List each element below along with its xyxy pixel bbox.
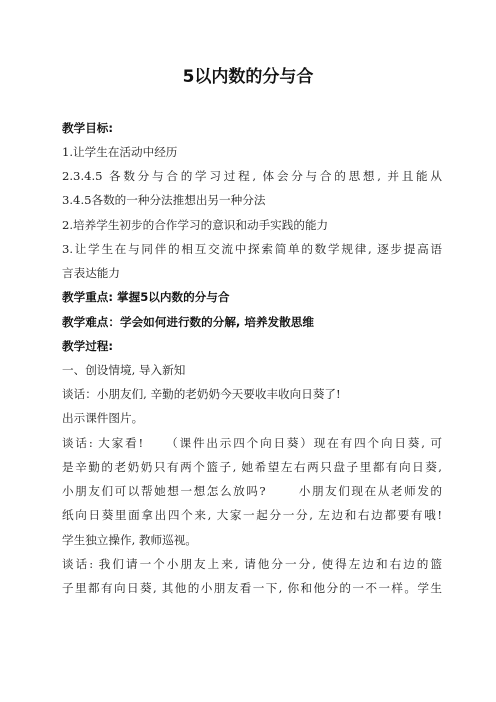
objective-line-2: 2.3.4.5 各数分与合的学习过程, 体会分与合的思想, 并且能从 [62,169,442,183]
section-heading-process: 教学过程: [62,339,114,353]
objective-line-5: 3.让学生在与同伴的相互交流中探索简单的数学规律, 逐步提高语 [62,242,442,256]
process-line-1: 谈话：小朋友们, 辛勤的老奶奶今天要收丰收向日葵了! [62,387,341,401]
difficulty-line: 教学难点：学会如何进行数的分解, 培养发散思维 [62,315,314,329]
objective-line-4: 2.培养学生初步的合作学习的意识和动手实践的能力 [62,218,329,232]
objective-line-3: 3.4.5各数的一种分法推想出另一种分法 [62,193,266,207]
document-title: 5以内数的分与合 [182,67,314,87]
key-point-line: 教学重点: 掌握5以内数的分与合 [62,290,230,304]
process-line-6: 纸向日葵里面拿出四个来, 大家一起分一分, 左边和右边都要有哦! [62,508,442,522]
process-line-3: 谈话: 大家看! （课件出示四个向日葵）现在有四个向日葵, 可 [62,436,442,450]
process-line-5: 小朋友们可以帮她想一想怎么放吗? 小朋友们现在从老师发的 [62,484,442,498]
process-line-8: 谈话: 我们请一个小朋友上来, 请他分一分, 使得左边和右边的篮 [62,557,442,571]
process-subheading: 一、创设情境, 导入新知 [62,363,186,377]
objective-line-6: 言表达能力 [62,266,120,280]
section-heading-objectives: 教学目标: [62,121,114,135]
process-line-2: 出示课件图片。 [62,411,144,425]
objective-line-1: 1.让学生在活动中经历 [62,145,178,159]
process-line-9: 子里都有向日葵, 其他的小朋友看一下, 你和他分的一不一样。学生 [62,581,442,595]
process-line-4: 是辛勤的老奶奶只有两个篮子, 她希望左右两只盘子里都有向日葵, [62,460,442,474]
process-line-7: 学生独立操作, 教师巡视。 [62,533,197,547]
